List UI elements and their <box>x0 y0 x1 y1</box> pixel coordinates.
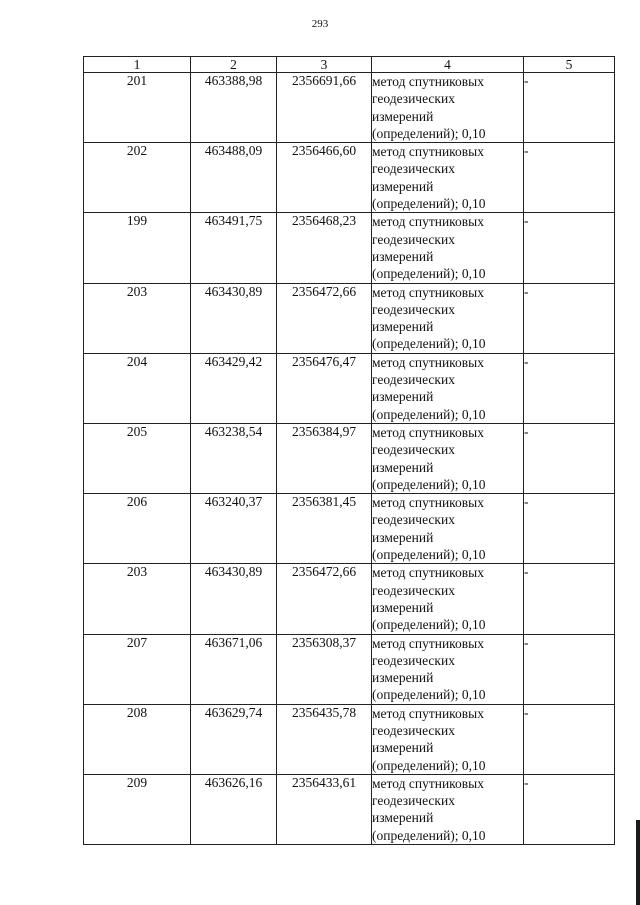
method-cell <box>372 494 524 564</box>
column-header-1: 1 <box>84 57 191 73</box>
method-text-line: геодезических <box>372 512 455 528</box>
table-row <box>84 494 615 564</box>
method-text-line: метод спутниковых <box>372 705 484 721</box>
method-text-line: измерений <box>372 740 434 756</box>
method-text-line: измерений <box>372 810 434 826</box>
y-coordinate-cell: 2356472,66 <box>277 564 372 634</box>
method-text-line: (определений); 0,10 <box>372 125 486 141</box>
method-text-line: геодезических <box>372 793 455 809</box>
method-text-line: (определений); 0,10 <box>372 757 486 773</box>
table-row <box>84 704 615 774</box>
x-coordinate-cell: 463238,54 <box>191 423 277 493</box>
table-header-row <box>84 57 615 73</box>
y-coordinate-cell: 2356384,97 <box>277 423 372 493</box>
table-row <box>84 774 615 844</box>
table-row <box>84 73 615 143</box>
method-text-line: метод спутниковых <box>372 635 484 651</box>
table-row <box>84 423 615 493</box>
point-number-cell: 205 <box>84 423 191 493</box>
point-number-cell: 199 <box>84 213 191 283</box>
method-text-line: метод спутниковых <box>372 775 484 791</box>
method-text-line: геодезических <box>372 91 455 107</box>
point-number-cell: 207 <box>84 634 191 704</box>
x-coordinate-cell: 463488,09 <box>191 143 277 213</box>
point-number-cell: 209 <box>84 774 191 844</box>
point-number-cell: 206 <box>84 494 191 564</box>
point-number-cell: 203 <box>84 283 191 353</box>
table-row <box>84 564 615 634</box>
y-coordinate-cell: 2356308,37 <box>277 634 372 704</box>
x-coordinate-cell: 463429,42 <box>191 353 277 423</box>
note-cell: - <box>524 774 615 844</box>
y-coordinate-cell: 2356472,66 <box>277 283 372 353</box>
method-cell <box>372 283 524 353</box>
column-header-2: 2 <box>191 57 277 73</box>
x-coordinate-cell: 463671,06 <box>191 634 277 704</box>
x-coordinate-cell: 463430,89 <box>191 283 277 353</box>
column-header-5: 5 <box>524 57 615 73</box>
table-row <box>84 213 615 283</box>
column-header-3: 3 <box>277 57 372 73</box>
method-cell <box>372 423 524 493</box>
method-text-line: метод спутниковых <box>372 565 484 581</box>
note-cell: - <box>524 634 615 704</box>
method-text-line: измерений <box>372 670 434 686</box>
method-text-line: метод спутниковых <box>372 495 484 511</box>
method-cell <box>372 73 524 143</box>
table-row <box>84 353 615 423</box>
method-text-line: измерений <box>372 248 434 264</box>
method-text-line: метод спутниковых <box>372 424 484 440</box>
y-coordinate-cell: 2356435,78 <box>277 704 372 774</box>
note-cell: - <box>524 494 615 564</box>
method-text-line: геодезических <box>372 442 455 458</box>
method-text-line: измерений <box>372 599 434 615</box>
method-text-line: измерений <box>372 319 434 335</box>
method-text-line: метод спутниковых <box>372 74 484 89</box>
method-text-line: метод спутниковых <box>372 354 484 370</box>
point-number-cell: 208 <box>84 704 191 774</box>
method-text-line: метод спутниковых <box>372 144 484 160</box>
method-text-line: (определений); 0,10 <box>372 336 486 352</box>
note-cell: - <box>524 423 615 493</box>
page-number: 293 <box>311 18 329 30</box>
method-text-line: метод спутниковых <box>372 214 484 230</box>
x-coordinate-cell: 463626,16 <box>191 774 277 844</box>
method-text-line: (определений); 0,10 <box>372 196 486 212</box>
method-text-line: (определений); 0,10 <box>372 687 486 703</box>
x-coordinate-cell: 463388,98 <box>191 73 277 143</box>
point-number-cell: 204 <box>84 353 191 423</box>
method-text-line: геодезических <box>372 301 455 317</box>
method-cell <box>372 774 524 844</box>
method-cell <box>372 704 524 774</box>
table-row <box>84 634 615 704</box>
note-cell: - <box>524 704 615 774</box>
note-cell: - <box>524 283 615 353</box>
method-text-line: геодезических <box>372 231 455 247</box>
y-coordinate-cell: 2356468,23 <box>277 213 372 283</box>
method-cell <box>372 634 524 704</box>
method-text-line: геодезических <box>372 161 455 177</box>
method-cell <box>372 564 524 634</box>
method-cell <box>372 213 524 283</box>
method-text-line: (определений); 0,10 <box>372 827 486 843</box>
note-cell: - <box>524 564 615 634</box>
table-row <box>84 143 615 213</box>
coordinates-table <box>83 56 615 845</box>
x-coordinate-cell: 463240,37 <box>191 494 277 564</box>
method-text-line: геодезических <box>372 652 455 668</box>
y-coordinate-cell: 2356691,66 <box>277 73 372 143</box>
method-text-line: (определений); 0,10 <box>372 266 486 282</box>
method-text-line: измерений <box>372 459 434 475</box>
y-coordinate-cell: 2356466,60 <box>277 143 372 213</box>
method-text-line: измерений <box>372 178 434 194</box>
method-text-line: (определений); 0,10 <box>372 476 486 492</box>
method-text-line: геодезических <box>372 722 455 738</box>
point-number-cell: 203 <box>84 564 191 634</box>
scan-edge-mark <box>636 820 640 905</box>
method-text-line: геодезических <box>372 582 455 598</box>
y-coordinate-cell: 2356476,47 <box>277 353 372 423</box>
method-text-line: (определений); 0,10 <box>372 547 486 563</box>
note-cell: - <box>524 213 615 283</box>
method-text-line: измерений <box>372 389 434 405</box>
table-body <box>84 73 615 845</box>
method-cell <box>372 143 524 213</box>
point-number-cell: 201 <box>84 73 191 143</box>
y-coordinate-cell: 2356433,61 <box>277 774 372 844</box>
x-coordinate-cell: 463491,75 <box>191 213 277 283</box>
method-text-line: (определений); 0,10 <box>372 617 486 633</box>
method-text-line: геодезических <box>372 372 455 388</box>
note-cell: - <box>524 73 615 143</box>
table-row <box>84 283 615 353</box>
method-text-line: измерений <box>372 108 434 124</box>
note-cell: - <box>524 353 615 423</box>
method-text-line: метод спутниковых <box>372 284 484 300</box>
note-cell: - <box>524 143 615 213</box>
point-number-cell: 202 <box>84 143 191 213</box>
method-text-line: измерений <box>372 529 434 545</box>
method-cell <box>372 353 524 423</box>
x-coordinate-cell: 463430,89 <box>191 564 277 634</box>
column-header-4: 4 <box>372 57 524 73</box>
method-text-line: (определений); 0,10 <box>372 406 486 422</box>
y-coordinate-cell: 2356381,45 <box>277 494 372 564</box>
x-coordinate-cell: 463629,74 <box>191 704 277 774</box>
